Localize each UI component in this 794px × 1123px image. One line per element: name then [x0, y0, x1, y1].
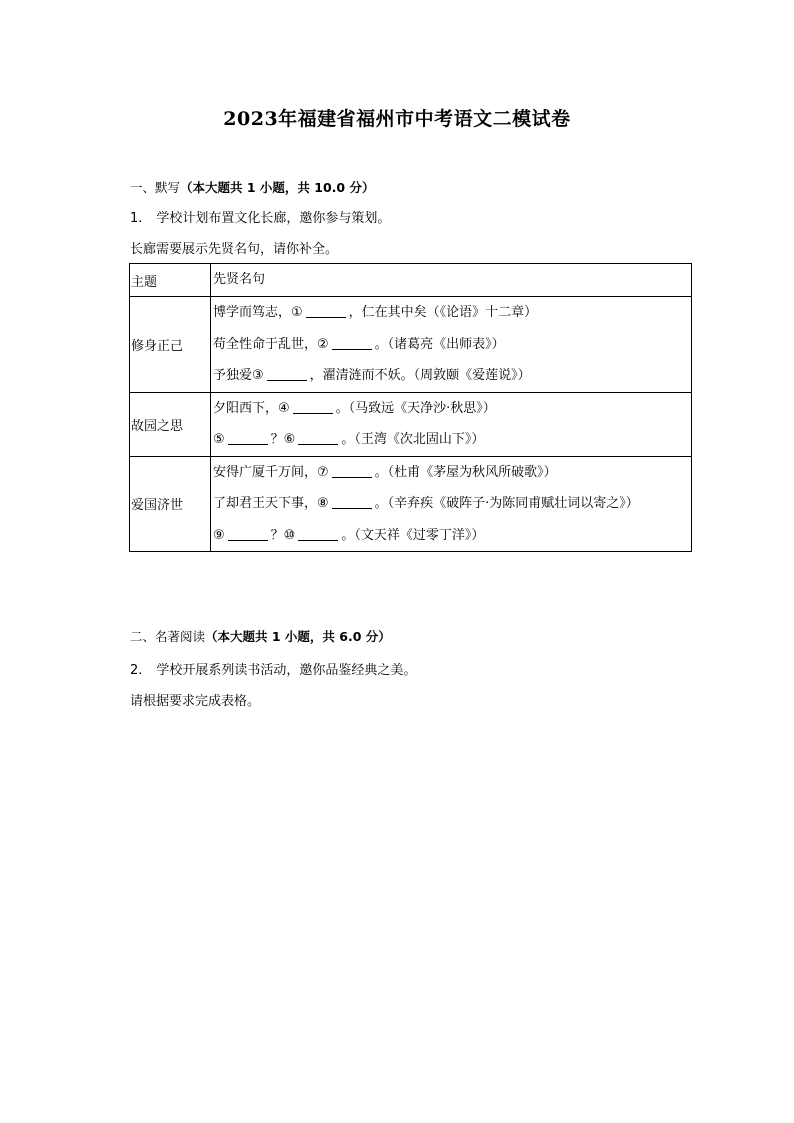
quotes-cell: [211, 456, 692, 552]
quote-source: 。（王湾《次北固山下》）: [341, 432, 485, 447]
quote-line: [211, 520, 691, 552]
section-1-heading-prefix: 一、默写: [130, 180, 181, 195]
quote-line: [211, 424, 691, 456]
quote-line: [211, 457, 691, 489]
section-2-heading-detail: （本大题共 1 小题，共 6.0 分）: [205, 629, 391, 644]
section-2-heading-prefix: 二、名著阅读: [130, 629, 206, 644]
fill-blank[interactable]: [332, 335, 372, 350]
table-row: [130, 392, 692, 456]
fill-blank[interactable]: [298, 430, 338, 445]
header-theme-label: 主题: [131, 274, 158, 290]
quote-text: ？⑩: [270, 527, 296, 543]
fill-blank[interactable]: [306, 303, 346, 318]
quotes-cell: [211, 392, 692, 456]
section-2-heading: [130, 627, 391, 645]
quote-text: ⑤: [213, 432, 225, 447]
theme-cell: [130, 297, 211, 393]
quote-line: [211, 329, 691, 361]
quote-source: ，仁在其中矣（《论语》十二章）: [348, 305, 538, 320]
quote-text: 苟全性命于乱世，②: [213, 336, 329, 352]
quote-line: [211, 393, 691, 425]
theme-label: 爱国济世: [131, 498, 184, 514]
question-2: [130, 659, 416, 678]
question-1-number: 1.: [130, 211, 143, 226]
quote-text: 予独爱③: [213, 368, 264, 383]
page-title: 2023年福建省福州市中考语文二模试卷: [223, 108, 571, 130]
quote-text: 了却君王天下事，⑧: [213, 496, 329, 511]
fill-blank[interactable]: [298, 526, 338, 541]
quotes-cell: [211, 297, 692, 393]
fill-blank[interactable]: [332, 463, 372, 478]
table-row: [130, 297, 692, 393]
header-quotes-cell: [211, 264, 692, 297]
quote-text: 博学而笃志，①: [213, 305, 303, 320]
question-2-instruction: 请根据要求完成表格。: [130, 694, 261, 709]
question-1: [130, 207, 390, 226]
table-row: [130, 456, 692, 552]
question-2-text: 学校开展系列读书活动，邀你品鉴经典之美。: [156, 663, 417, 678]
question-1-text: 学校计划布置文化长廊，邀你参与策划。: [156, 211, 391, 226]
section-1-heading-detail: （本大题共 1 小题，共 10.0 分）: [180, 180, 375, 195]
section-1-heading: [130, 178, 374, 196]
theme-label: 故园之思: [131, 418, 184, 434]
fill-blank[interactable]: [332, 494, 372, 509]
question-1-instruction: 长廊需要展示先贤名句，请你补全。: [130, 242, 339, 257]
quote-source: 。（辛弃疾《破阵子·为陈同甫赋壮词以寄之》）: [374, 496, 639, 511]
quote-text: 安得广厦千万间，⑦: [213, 464, 329, 480]
quotes-table: [129, 263, 692, 552]
question-2-number: 2.: [130, 663, 143, 678]
fill-blank[interactable]: [228, 430, 268, 445]
quote-source: 。（马致远《天净沙·秋思》）: [335, 400, 496, 416]
header-theme-cell: [130, 264, 211, 297]
quote-source: 。（诸葛亮《出师表》）: [374, 336, 505, 352]
theme-label: 修身正己: [131, 338, 184, 354]
header-quotes-label: 先贤名句: [213, 272, 266, 288]
quote-source: 。（杜甫《茅屋为秋风所破歌》）: [374, 464, 557, 480]
quote-line: [211, 488, 691, 520]
fill-blank[interactable]: [228, 526, 268, 541]
table-header-row: [130, 264, 692, 297]
theme-cell: [130, 392, 211, 456]
quote-text: 夕阳西下，④: [213, 400, 290, 416]
quote-source: ，濯清涟而不妖。（周敦颐《爱莲说》）: [309, 368, 531, 383]
quote-source: 。（文天祥《过零丁洋》）: [341, 527, 485, 543]
fill-blank[interactable]: [267, 366, 307, 381]
quote-line: [211, 360, 691, 392]
quote-text: ？⑥: [270, 432, 296, 447]
theme-cell: [130, 456, 211, 552]
quote-line: [211, 297, 691, 329]
fill-blank[interactable]: [293, 399, 333, 414]
quote-text: ⑨: [213, 527, 225, 543]
